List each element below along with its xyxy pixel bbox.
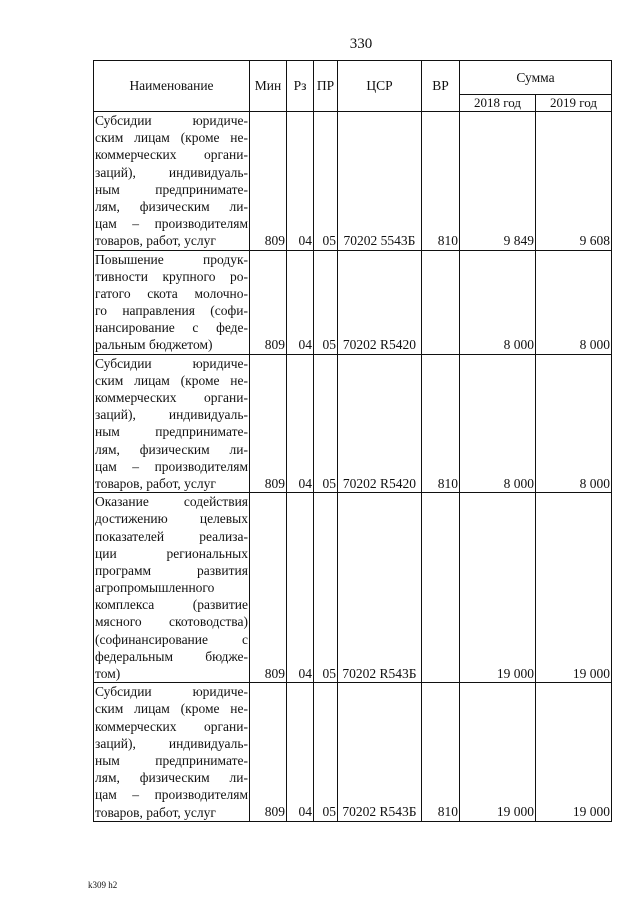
name-line: том) [95, 666, 121, 681]
name-line: товаров, работ, услуг [95, 804, 216, 820]
name-line: лям, физическим ли- [95, 770, 248, 786]
cell-sum-2019: 8 000 [536, 250, 612, 354]
cell-rz: 04 [287, 112, 314, 251]
name-line: гатого скота молочно- [95, 285, 248, 301]
header-sum: Сумма [460, 61, 612, 95]
cell-sum-2019: 19 000 [536, 683, 612, 822]
name-line: товаров, работ, услуг [95, 475, 216, 491]
cell-csr: 70202 5543Б [338, 112, 422, 251]
table-row [94, 493, 612, 683]
name-line: программ развития [95, 562, 248, 578]
name-line: заций), индивидуаль- [95, 407, 248, 423]
cell-rz: 04 [287, 683, 314, 822]
cell-pr: 05 [314, 354, 338, 493]
cell-sum-2018: 8 000 [460, 250, 536, 354]
table-row [94, 250, 612, 354]
name-line: ным предпринимате- [95, 752, 248, 768]
name-line: ции региональных [95, 545, 248, 561]
table-row [94, 354, 612, 493]
cell-sum-2018: 19 000 [460, 493, 536, 683]
page-number: 330 [349, 36, 373, 52]
cell-sum-2019: 8 000 [536, 354, 612, 493]
cell-name [94, 493, 250, 683]
name-line: цам – производителям [95, 787, 248, 803]
cell-csr: 70202 R543Б [338, 683, 422, 822]
name-line: коммерческих органи- [95, 147, 248, 163]
name-line: го направления (софи- [95, 303, 248, 319]
name-line: Субсидии юридиче- [95, 113, 248, 128]
header-min: Мин [250, 61, 287, 112]
name-line: комплекса (развитие [95, 597, 248, 613]
name-line: мясного скотоводства) [95, 614, 248, 630]
cell-csr: 70202 R543Б [338, 493, 422, 683]
cell-csr: 70202 R5420 [338, 250, 422, 354]
cell-csr: 70202 R5420 [338, 354, 422, 493]
name-line: коммерческих органи- [95, 718, 248, 734]
cell-name [94, 683, 250, 822]
cell-name [94, 354, 250, 493]
header-csr: ЦСР [338, 61, 422, 112]
budget-table [93, 60, 612, 822]
table-row [94, 112, 612, 251]
cell-pr: 05 [314, 112, 338, 251]
name-line: тивности крупного ро- [95, 268, 248, 284]
name-line: Субсидии юридиче- [95, 684, 248, 700]
cell-min: 809 [250, 250, 287, 354]
name-line: показателей реализа- [95, 528, 248, 544]
cell-pr: 05 [314, 493, 338, 683]
name-line: Оказание содействия [95, 494, 248, 510]
table-body [94, 112, 612, 822]
name-line: коммерческих органи- [95, 390, 248, 405]
header-rz: Рз [287, 61, 314, 112]
cell-vr [422, 250, 460, 354]
cell-min: 809 [250, 493, 287, 683]
name-line: достижению целевых [95, 511, 248, 527]
name-line: цам – производителям [95, 458, 248, 474]
name-line: ским лицам (кроме не- [95, 701, 248, 717]
header-name: Наименование [94, 61, 250, 112]
cell-sum-2018: 19 000 [460, 683, 536, 822]
name-line: товаров, работ, услуг [95, 233, 216, 249]
cell-rz: 04 [287, 354, 314, 493]
name-line: лям, физическим ли- [95, 198, 248, 214]
name-line: заций), индивидуаль- [95, 164, 248, 180]
cell-sum-2019: 19 000 [536, 493, 612, 683]
name-line: лям, физическим ли- [95, 441, 248, 457]
name-line: Повышение продук- [95, 251, 248, 267]
cell-vr: 810 [422, 112, 460, 251]
cell-vr: 810 [422, 683, 460, 822]
name-line: Субсидии юридиче- [95, 355, 248, 371]
cell-pr: 05 [314, 250, 338, 354]
name-line: ским лицам (кроме не- [95, 130, 248, 146]
header-year-2018: 2018 год [460, 94, 536, 111]
name-line: федеральным бюдже- [95, 648, 248, 664]
name-line: цам – производителям [95, 216, 248, 232]
table-header [94, 61, 612, 112]
header-vr: ВР [422, 61, 460, 112]
cell-rz: 04 [287, 493, 314, 683]
name-line: заций), индивидуаль- [95, 735, 248, 751]
name-line: ским лицам (кроме не- [95, 372, 248, 388]
cell-min: 809 [250, 354, 287, 493]
cell-min: 809 [250, 112, 287, 251]
cell-vr [422, 493, 460, 683]
cell-sum-2018: 9 849 [460, 112, 536, 251]
header-year-2019: 2019 год [536, 94, 612, 111]
cell-rz: 04 [287, 250, 314, 354]
name-line: нансирование с феде- [95, 320, 248, 336]
cell-min: 809 [250, 683, 287, 822]
cell-pr: 05 [314, 683, 338, 822]
name-line: агропромышленного [95, 580, 215, 596]
cell-name [94, 250, 250, 354]
cell-vr: 810 [422, 354, 460, 493]
header-pr: ПР [314, 61, 338, 112]
name-line: ральным бюджетом) [95, 337, 213, 353]
table-row [94, 683, 612, 822]
name-line: ным предпринимате- [95, 424, 248, 440]
cell-name [94, 112, 250, 251]
footer-code: k309 h2 [88, 880, 118, 890]
cell-sum-2019: 9 608 [536, 112, 612, 251]
cell-sum-2018: 8 000 [460, 354, 536, 493]
name-line: ным предпринимате- [95, 181, 248, 197]
name-line: (софинансирование с [95, 631, 248, 647]
